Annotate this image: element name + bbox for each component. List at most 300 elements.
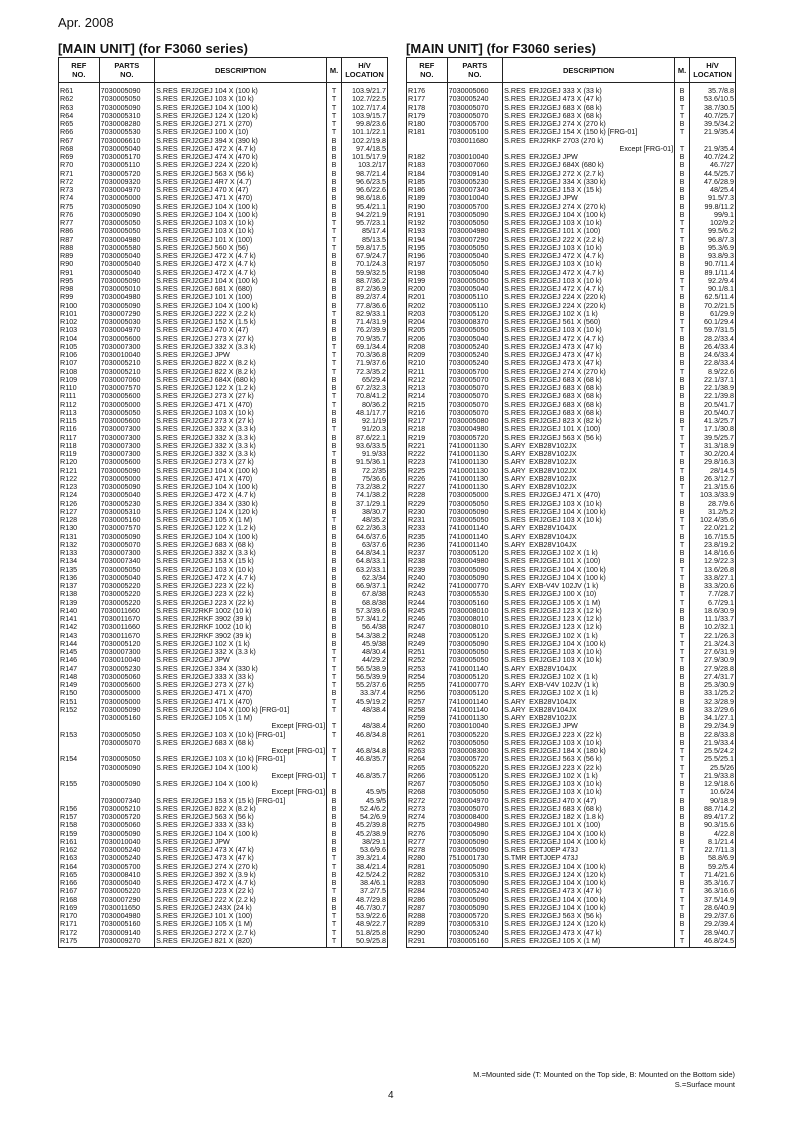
- cell-parts-no: 7030005120: [447, 673, 503, 681]
- cell-location: 62.2/36.3: [342, 524, 388, 532]
- cell-description: [155, 755, 327, 763]
- table-row: [59, 698, 388, 706]
- cell-mounted-side: T: [327, 656, 342, 664]
- table-row: [59, 896, 388, 904]
- cell-location: 103.9/15.7: [342, 112, 388, 120]
- cell-description: [503, 689, 675, 697]
- part-type: S.RES: [156, 466, 178, 475]
- cell-location: 10.6/24: [690, 788, 736, 796]
- part-description: ERJ2GEJ 103 X (10 k): [529, 219, 602, 227]
- cell-ref: R266: [407, 772, 448, 780]
- cell-description: [155, 896, 327, 904]
- cell-parts-no: 7030005040: [447, 252, 503, 260]
- part-description: ERJ2GEJ 683 X (68 k): [529, 400, 602, 409]
- table-row: [59, 467, 388, 475]
- cell-description: [503, 467, 675, 475]
- part-type: S.RES: [504, 813, 526, 821]
- part-description: ERJ2GEJ 105 X (1 M): [181, 920, 253, 929]
- table-row: [407, 376, 736, 384]
- table-row: [59, 178, 388, 186]
- table-row: [59, 912, 388, 920]
- cell-ref: R88: [59, 244, 100, 252]
- cell-description: [503, 227, 675, 235]
- cell-description: [503, 590, 675, 598]
- cell-parts-no: 7030009270: [99, 937, 155, 948]
- part-description: ERJ2RKF 1002 (10 k): [181, 606, 252, 615]
- table-row: [59, 219, 388, 227]
- table-row: [407, 780, 736, 788]
- part-description: ERJ2GEJ 273 X (27 k): [181, 417, 254, 425]
- cell-ref: R166: [59, 879, 100, 887]
- cell-location: 56.4/38: [342, 623, 388, 631]
- table-row: [407, 838, 736, 846]
- cell-ref: R87: [59, 236, 100, 244]
- cell-parts-no: 7030005580: [99, 244, 155, 252]
- cell-parts-no: 7410001130: [447, 714, 503, 722]
- part-type: S.RES: [156, 573, 178, 582]
- cell-location: 89.4/17.2: [690, 813, 736, 821]
- cell-location: 33.3/7.4: [342, 689, 388, 697]
- part-description: EXB28V104JX: [529, 705, 577, 714]
- cell-description: [503, 615, 675, 623]
- cell-ref: R86: [59, 227, 100, 235]
- table-row: [407, 640, 736, 648]
- cell-mounted-side: B: [327, 302, 342, 310]
- part-description: ERJ2GEJ 563 X (56 k): [529, 433, 602, 442]
- cell-ref: R70: [59, 161, 100, 169]
- part-description: ERJ2GEJ 274 X (270 k): [529, 202, 606, 211]
- cell-ref: R243: [407, 590, 448, 598]
- cell-location: 40.7/24.2: [690, 153, 736, 161]
- cell-parts-no: 7030005120: [447, 632, 503, 640]
- cell-ref: [407, 145, 448, 153]
- part-type: S.RES: [504, 375, 526, 384]
- cell-mounted-side: B: [327, 607, 342, 615]
- cell-mounted-side: B: [327, 285, 342, 293]
- part-type: S.RES: [156, 854, 178, 863]
- cell-location: 29.2/34.9: [690, 722, 736, 730]
- cell-mounted-side: B: [327, 640, 342, 648]
- cell-description: [155, 120, 327, 128]
- header-location-label: H/V LOCATION: [693, 61, 732, 79]
- cell-ref: R95: [59, 277, 100, 285]
- cell-mounted-side: B: [675, 863, 690, 871]
- cell-location: 27.4/31.7: [690, 673, 736, 681]
- part-description: ERJ2GEJ 333 X (33 k): [181, 672, 254, 681]
- cell-description: [503, 219, 675, 227]
- part-description: EXB28V102JX: [529, 450, 577, 458]
- cell-mounted-side: T: [675, 590, 690, 598]
- table-row: [407, 409, 736, 417]
- cell-location: 45.9/5: [342, 797, 388, 805]
- cell-parts-no: 7030005160: [99, 920, 155, 928]
- part-type: S.RES: [156, 615, 178, 623]
- part-description: Except [FRG-01]: [271, 771, 326, 780]
- cell-mounted-side: B: [327, 211, 342, 219]
- cell-location: 91.5/7.3: [690, 194, 736, 202]
- header-location: [342, 58, 388, 83]
- cell-description: [503, 401, 675, 409]
- cell-location: 44.5/25.7: [690, 170, 736, 178]
- part-type: S.RES: [504, 573, 526, 582]
- cell-description: [503, 739, 675, 747]
- cell-description: [155, 376, 327, 384]
- cell-description: [503, 714, 675, 722]
- cell-description: [155, 599, 327, 607]
- cell-description: [155, 368, 327, 376]
- part-description: ERJ2GEJ 472 X (4.7 k): [529, 268, 604, 277]
- cell-parts-no: 7030005040: [99, 260, 155, 268]
- part-type: S.RES: [156, 161, 178, 170]
- cell-location: 45.9/19.2: [342, 698, 388, 706]
- cell-ref: R105: [59, 343, 100, 351]
- cell-description: [155, 178, 327, 186]
- cell-location: 76.2/39.9: [342, 326, 388, 334]
- cell-description: [503, 516, 675, 524]
- cell-ref: R65: [59, 120, 100, 128]
- part-description: ERJ2GEJ 104 X (100 k): [529, 639, 606, 648]
- cell-mounted-side: B: [675, 665, 690, 673]
- cell-mounted-side: T: [327, 673, 342, 681]
- table-row: [59, 236, 388, 244]
- cell-mounted-side: B: [675, 797, 690, 805]
- table-row: [59, 450, 388, 458]
- part-type: S.RES: [504, 565, 526, 574]
- table-row: [407, 293, 736, 301]
- part-description: ERJ2GEJ 103 X (10 k): [529, 326, 602, 335]
- table-row: [59, 755, 388, 763]
- table-row: [59, 95, 388, 103]
- cell-ref: R77: [59, 219, 100, 227]
- cell-description: [155, 904, 327, 912]
- cell-parts-no: 7030005090: [447, 211, 503, 219]
- cell-parts-no: 7030004980: [447, 557, 503, 565]
- part-description: ERJ2GEJ 102 X (1 k): [529, 309, 598, 318]
- cell-description: [503, 681, 675, 689]
- cell-description: [155, 665, 327, 673]
- cell-description: [503, 533, 675, 541]
- header-location: [690, 58, 736, 83]
- cell-parts-no: [99, 722, 155, 730]
- cell-location: 102.4/35.6: [690, 516, 736, 524]
- cell-location: 46.8/34.8: [342, 731, 388, 739]
- part-description: ERJ2GEJ 394 X (390 k): [181, 136, 258, 145]
- cell-ref: R259: [407, 714, 448, 722]
- cell-description: [503, 211, 675, 219]
- part-description: ERJ2GEJ 104 X (100 k) [FRG-01]: [181, 705, 290, 714]
- left-table-body: [59, 83, 388, 948]
- cell-location: 46.8/35.7: [342, 755, 388, 763]
- cell-location: 38.4/6.1: [342, 879, 388, 887]
- table-row: [407, 269, 736, 277]
- cell-description: [503, 285, 675, 293]
- cell-ref: [59, 788, 100, 796]
- cell-location: 70.8/41.2: [342, 392, 388, 400]
- part-type: S.RES: [156, 738, 178, 747]
- cell-location: 37.1/29.1: [342, 500, 388, 508]
- part-description: ERJ2GEJ 274 X (270 k): [529, 367, 606, 376]
- part-description: ERJ2GEJ 271 X (270): [181, 120, 253, 128]
- cell-ref: [59, 739, 100, 747]
- cell-mounted-side: T: [327, 425, 342, 433]
- table-header-row: [59, 58, 388, 83]
- cell-location: 56.5/39.9: [342, 673, 388, 681]
- cell-location: 25.5/26: [690, 764, 736, 772]
- cell-parts-no: 7030009140: [99, 929, 155, 937]
- cell-location: 29.2/39.4: [690, 920, 736, 928]
- cell-location: 72.2/35: [342, 467, 388, 475]
- cell-location: 72.3/35.2: [342, 368, 388, 376]
- part-description: ERJ2GEJ 154 X (150 k) [FRG-01]: [529, 128, 638, 137]
- cell-ref: R256: [407, 689, 448, 697]
- part-description: ERJ2RKF 3902 (39 k): [181, 631, 252, 640]
- cell-mounted-side: B: [675, 706, 690, 714]
- cell-location: 58.8/6.9: [690, 854, 736, 862]
- part-type: S.RES: [504, 103, 526, 112]
- cell-ref: R124: [59, 491, 100, 499]
- part-type: S.RES: [504, 367, 526, 376]
- cell-ref: R255: [407, 681, 448, 689]
- cell-description: [155, 128, 327, 136]
- table-row: [59, 170, 388, 178]
- part-type: S.RES: [156, 606, 178, 615]
- cell-mounted-side: T: [675, 788, 690, 796]
- part-description: ERJ2GEJ 103 X (10 k): [529, 656, 602, 665]
- part-type: S.RES: [156, 342, 178, 351]
- cell-ref: R212: [407, 376, 448, 384]
- cell-parts-no: 7030005040: [99, 269, 155, 277]
- cell-mounted-side: T: [327, 706, 342, 714]
- cell-location: 25.3/30.9: [690, 681, 736, 689]
- part-type: S.RES: [156, 219, 178, 227]
- part-type: S.RES: [504, 936, 526, 945]
- cell-parts-no: 7030004980: [99, 236, 155, 244]
- cell-description: [503, 854, 675, 862]
- table-row: [407, 442, 736, 450]
- cell-mounted-side: B: [675, 335, 690, 343]
- cell-mounted-side: B: [675, 260, 690, 268]
- cell-ref: R162: [59, 846, 100, 854]
- cell-parts-no: 7030005090: [447, 574, 503, 582]
- part-description: ERJ2GEJ 103 X (10 k): [181, 565, 254, 574]
- cell-location: [342, 714, 388, 722]
- part-description: ERJ2GEJ JPW: [529, 194, 578, 203]
- part-type: S.RES: [156, 268, 178, 277]
- part-type: S.RES: [504, 491, 526, 500]
- cell-mounted-side: T: [675, 219, 690, 227]
- table-row: [59, 491, 388, 499]
- part-type: S.RES: [156, 293, 178, 302]
- table-row: [59, 788, 388, 796]
- cell-ref: R211: [407, 368, 448, 376]
- cell-ref: R242: [407, 582, 448, 590]
- cell-ref: R90: [59, 260, 100, 268]
- cell-mounted-side: B: [327, 442, 342, 450]
- cell-mounted-side: T: [327, 244, 342, 252]
- cell-location: 38/29.1: [342, 838, 388, 846]
- part-description: ERJ2GEJ 223 X (22 k): [181, 590, 254, 599]
- cell-description: [503, 145, 675, 153]
- cell-ref: R230: [407, 508, 448, 516]
- cell-parts-no: 7030005050: [99, 755, 155, 763]
- cell-parts-no: 7030005050: [447, 648, 503, 656]
- part-description: EXB28V104JX: [529, 697, 577, 706]
- part-type: S.RES: [156, 450, 178, 458]
- cell-mounted-side: B: [327, 615, 342, 623]
- cell-location: 22.8/33.8: [690, 731, 736, 739]
- cell-ref: R229: [407, 500, 448, 508]
- cell-ref: R203: [407, 310, 448, 318]
- table-row: [59, 112, 388, 120]
- table-row: [407, 203, 736, 211]
- part-type: S.RES: [504, 202, 526, 211]
- part-type: S.RES: [504, 86, 526, 95]
- cell-parts-no: 7410001140: [447, 533, 503, 541]
- part-description: ERJ2GEJ 102 X (1 k): [529, 771, 598, 780]
- table-row: [59, 747, 388, 755]
- part-description: ERJ2GEJ 273 X (27 k): [181, 334, 254, 343]
- cell-parts-no: 7030005090: [447, 640, 503, 648]
- part-description: ERJ2GEJ 103 X (10 k): [181, 95, 254, 104]
- part-description: ERJ2GEJ 272 X (2.7 k): [529, 169, 604, 178]
- cell-location: 99.5/6.2: [690, 227, 736, 235]
- table-row: [59, 244, 388, 252]
- table-row: [407, 863, 736, 871]
- cell-mounted-side: B: [675, 409, 690, 417]
- part-description: ERJ2GEJ 332 X (3.3 k): [181, 648, 256, 656]
- part-type: S.RES: [156, 120, 178, 128]
- part-description: ERJ2GEJ 103 X (10 k): [529, 738, 602, 747]
- cell-description: [503, 747, 675, 755]
- cell-description: [503, 244, 675, 252]
- cell-location: 59.2/5.4: [690, 863, 736, 871]
- cell-description: [503, 599, 675, 607]
- part-type: S.RES: [156, 95, 178, 104]
- cell-location: 64.8/34.1: [342, 549, 388, 557]
- part-type: S.RES: [504, 887, 526, 896]
- cell-location: 38.7/30.5: [690, 104, 736, 112]
- cell-location: 24.6/33.4: [690, 351, 736, 359]
- part-description: ERJ2GEJ 683 X (68 k): [529, 375, 602, 384]
- cell-ref: R121: [59, 467, 100, 475]
- cell-ref: R76: [59, 211, 100, 219]
- cell-location: 21.9/35.4: [690, 145, 736, 153]
- cell-description: [155, 557, 327, 565]
- part-description: ERJ2GEJ 152 X (1.5 k): [181, 318, 256, 326]
- cell-mounted-side: B: [327, 566, 342, 574]
- cell-mounted-side: T: [327, 359, 342, 367]
- cell-ref: R197: [407, 260, 448, 268]
- cell-description: [155, 285, 327, 293]
- cell-mounted-side: [675, 137, 690, 145]
- cell-mounted-side: B: [327, 805, 342, 813]
- cell-mounted-side: B: [675, 211, 690, 219]
- cell-ref: R69: [59, 153, 100, 161]
- cell-mounted-side: T: [327, 681, 342, 689]
- cell-location: 64.8/33.1: [342, 557, 388, 565]
- cell-mounted-side: T: [327, 516, 342, 524]
- cell-mounted-side: B: [327, 137, 342, 145]
- cell-location: 25.5/24.2: [690, 747, 736, 755]
- cell-description: [155, 549, 327, 557]
- part-description: ERJ2GEJ 274 X (270 k): [529, 120, 606, 128]
- cell-mounted-side: T: [675, 656, 690, 664]
- cell-location: 92.2/9.4: [690, 277, 736, 285]
- footnote-mounted-side: M.=Mounted side (T: Mounted on the Top side, B: Mounted on the Bottom side): [473, 1070, 735, 1079]
- cell-parts-no: 7030007570: [99, 384, 155, 392]
- header-description: DESCRIPTION: [503, 58, 675, 83]
- cell-description: [503, 376, 675, 384]
- table-row: [59, 442, 388, 450]
- cell-ref: R75: [59, 203, 100, 211]
- cell-parts-no: 7030005090: [99, 211, 155, 219]
- cell-ref: R184: [407, 170, 448, 178]
- part-type: S.RES: [156, 846, 178, 854]
- cell-ref: R205: [407, 326, 448, 334]
- cell-parts-no: 7030011660: [99, 607, 155, 615]
- cell-location: 67.2/32.3: [342, 384, 388, 392]
- part-type: S.RES: [156, 202, 178, 211]
- cell-description: [155, 219, 327, 227]
- cell-parts-no: 7030011650: [99, 904, 155, 912]
- cell-description: [503, 359, 675, 367]
- part-type: S.RES: [156, 235, 178, 244]
- cell-location: 103.9/21.7: [342, 83, 388, 96]
- table-row: [407, 83, 736, 96]
- cell-parts-no: 7030005000: [99, 194, 155, 202]
- cell-location: 102/9.2: [690, 219, 736, 227]
- part-description: ERJ2GEJ 274 X (270 k): [181, 862, 258, 871]
- cell-mounted-side: T: [675, 326, 690, 334]
- table-row: [407, 665, 736, 673]
- cell-parts-no: 7030005050: [99, 566, 155, 574]
- cell-location: 21.3/15.6: [690, 483, 736, 491]
- cell-description: [155, 145, 327, 153]
- cell-description: [503, 920, 675, 928]
- cell-location: 35.7/8.8: [690, 83, 736, 96]
- table-row: [407, 227, 736, 235]
- cell-mounted-side: T: [675, 929, 690, 937]
- cell-location: 23.8/19.2: [690, 541, 736, 549]
- table-row: [59, 648, 388, 656]
- cell-ref: R268: [407, 788, 448, 796]
- cell-parts-no: 7030008010: [447, 615, 503, 623]
- cell-description: [155, 500, 327, 508]
- cell-parts-no: 7410001130: [447, 483, 503, 491]
- table-row: [407, 566, 736, 574]
- cell-ref: R164: [59, 863, 100, 871]
- cell-location: 38.4/21.4: [342, 863, 388, 871]
- cell-description: [503, 632, 675, 640]
- table-row: [407, 747, 736, 755]
- part-description: ERJ2GEJ 473 X (47 k): [529, 887, 602, 896]
- cell-mounted-side: T: [675, 896, 690, 904]
- table-row: [59, 615, 388, 623]
- cell-description: [155, 384, 327, 392]
- part-type: S.RES: [156, 491, 178, 500]
- table-row: [59, 904, 388, 912]
- cell-ref: R142: [59, 623, 100, 631]
- part-type: S.RES: [504, 169, 526, 178]
- cell-location: 44/29.2: [342, 656, 388, 664]
- cell-description: [503, 871, 675, 879]
- cell-ref: R155: [59, 780, 100, 788]
- cell-mounted-side: B: [327, 533, 342, 541]
- table-row: [59, 186, 388, 194]
- cell-ref: R119: [59, 450, 100, 458]
- cell-description: [503, 442, 675, 450]
- part-description: ERJ2GEJ 563 X (56 k): [529, 755, 602, 764]
